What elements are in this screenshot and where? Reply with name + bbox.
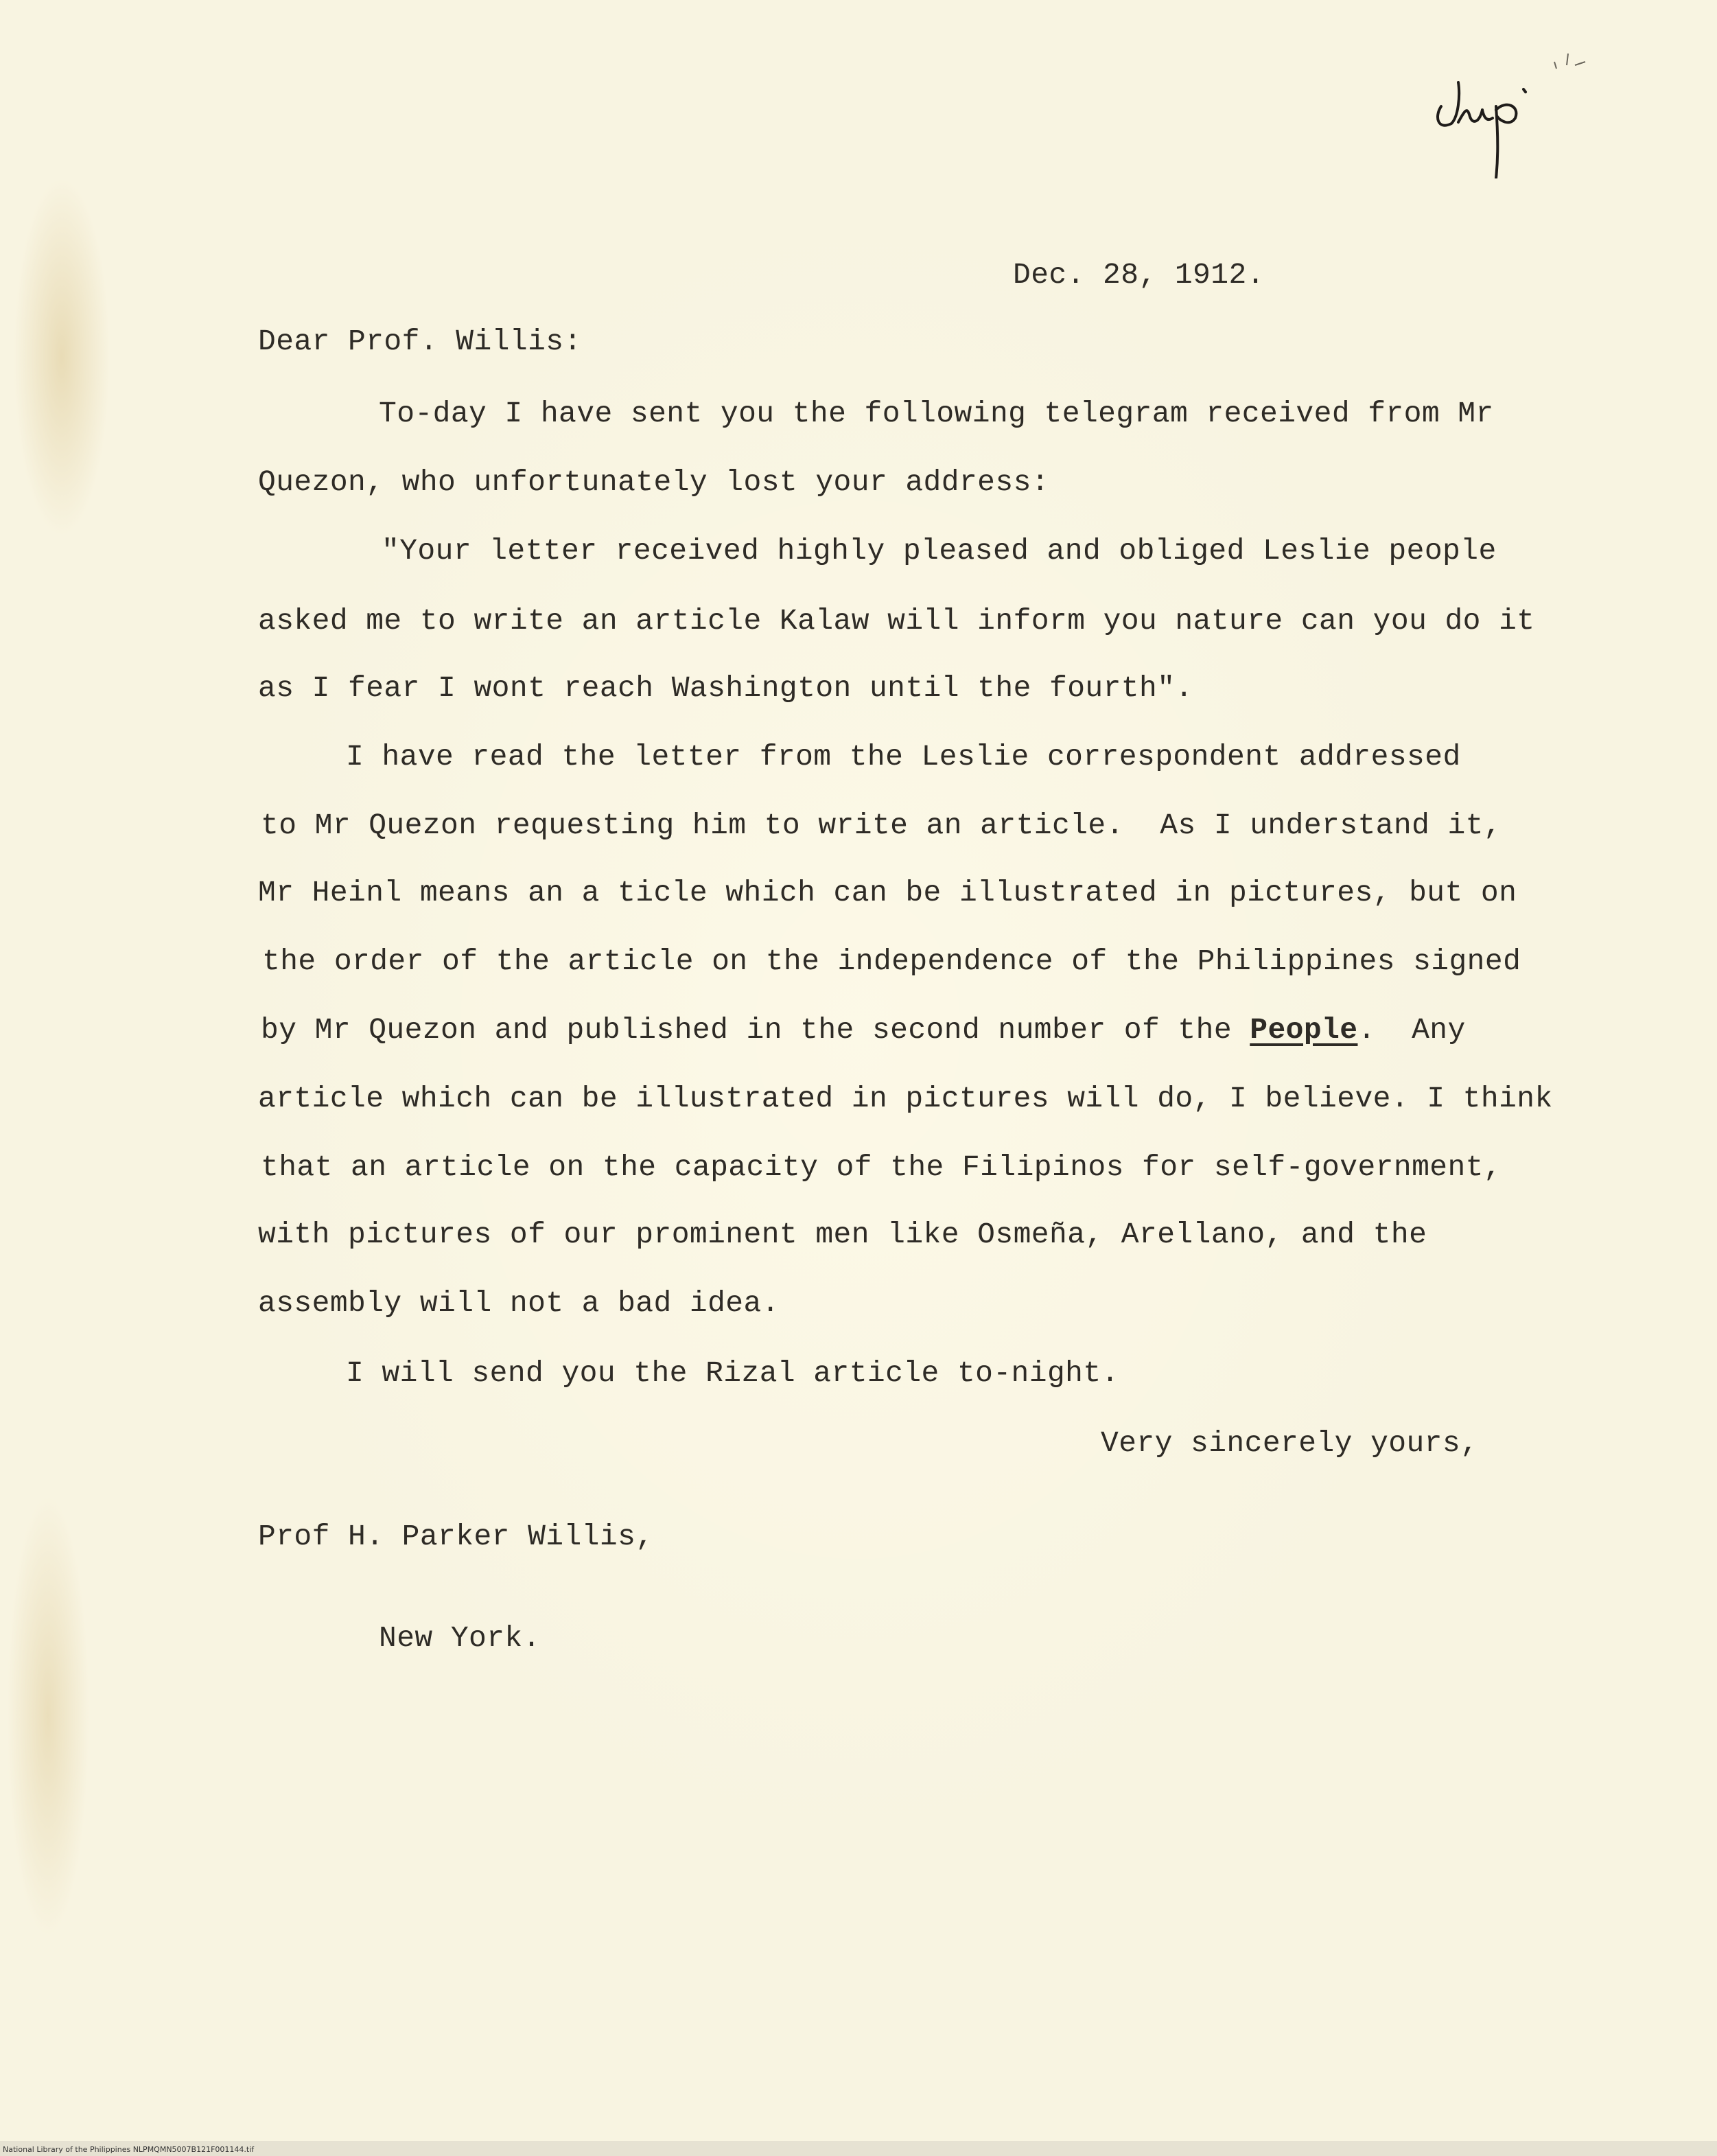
salutation: Dear Prof. Willis: (258, 325, 582, 358)
body-line-10: with pictures of our prominent men like Osmeña, Arellano, and the (258, 1218, 1427, 1251)
body-line-1: To-day I have sent you the following telegram received from Mr (379, 397, 1494, 430)
body-line-7 (261, 1013, 1466, 1047)
telegram-line-2: asked me to write an article Kalaw will inform you nature can you do it (258, 604, 1535, 638)
scan-footer-text: National Library of the Philippines NLPMQMN5007B121F001144.tif (3, 2145, 255, 2154)
closing: Very sincerely yours, (1101, 1426, 1479, 1460)
telegram-line-3: as I fear I wont reach Washington until the fourth". (258, 671, 1193, 705)
body-line-7-start: by Mr Quezon and published in the second number of the (261, 1013, 1250, 1047)
telegram-line-1: "Your letter received highly pleased and obliged Leslie people (382, 534, 1497, 568)
body-line-11: assembly will not a bad idea. (258, 1286, 780, 1320)
body-line-4: to Mr Quezon requesting him to write an article. As I understand it, (261, 809, 1502, 842)
body-line-6: the order of the article on the independence of the Philippines signed (262, 944, 1521, 978)
body-line-3: I have read the letter from the Leslie correspondent addressed (346, 740, 1461, 774)
body-line-7-end: . Any (1357, 1013, 1466, 1047)
body-line-2: Quezon, who unfortunately lost your address: (258, 465, 1049, 499)
body-line-8: article which can be illustrated in pictures will do, I believe. I think (258, 1082, 1553, 1115)
handwritten-dup-annotation (1427, 41, 1592, 178)
body-line-5: Mr Heinl means an a ticle which can be illustrated in pictures, but on (258, 876, 1517, 909)
body-line-12: I will send you the Rizal article to-night. (346, 1356, 1119, 1390)
scan-footer-strip (0, 2141, 1717, 2156)
letter-date: Dec. 28, 1912. (1013, 258, 1265, 292)
body-line-9: that an article on the capacity of the Filipinos for self-government, (261, 1150, 1502, 1184)
people-title-underlined: People (1250, 1013, 1358, 1047)
recipient-name: Prof H. Parker Willis, (258, 1520, 654, 1553)
recipient-city: New York. (379, 1621, 541, 1655)
